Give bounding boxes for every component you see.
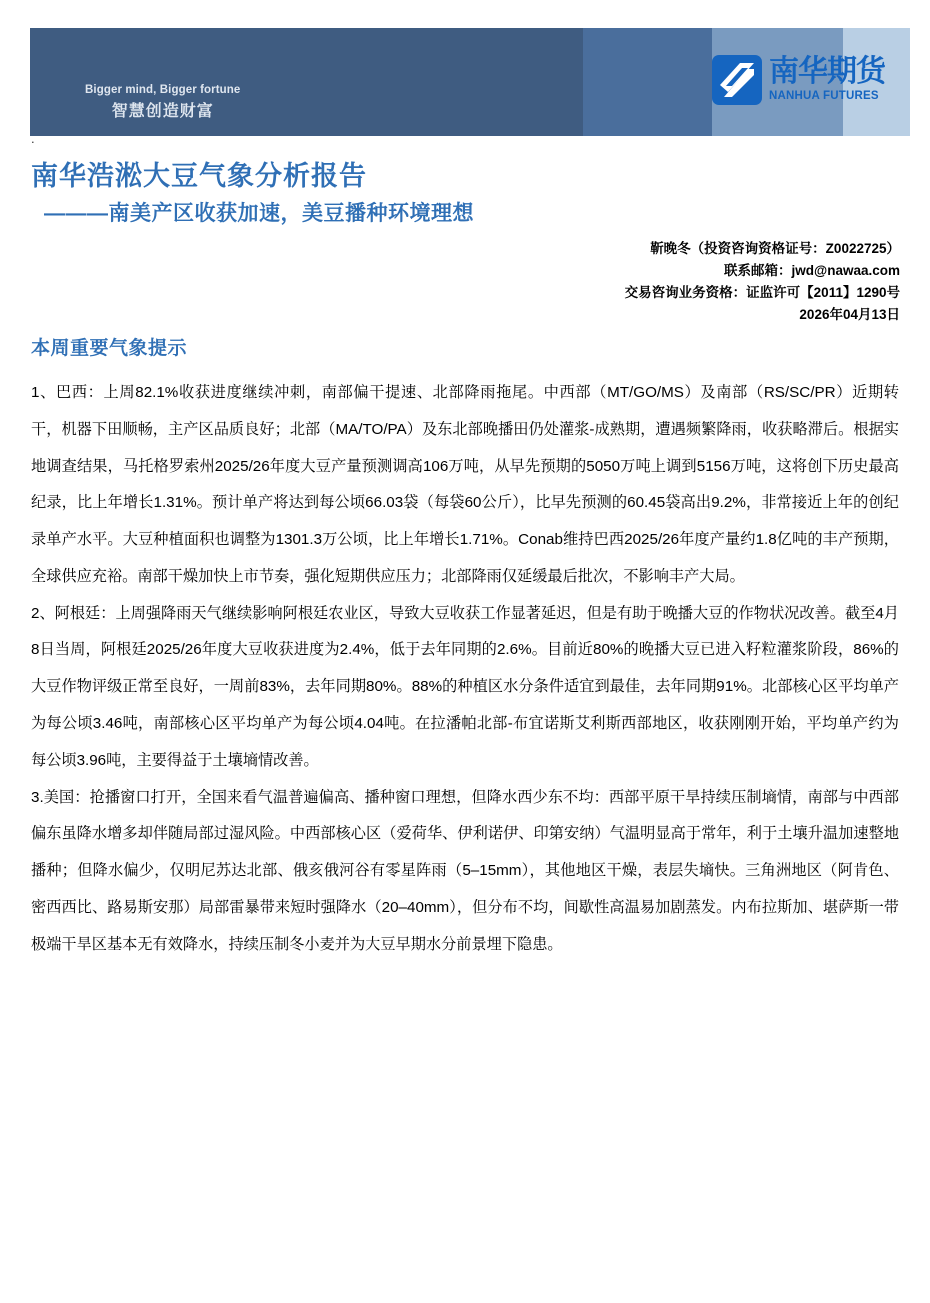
stray-period-mark: . (31, 131, 35, 146)
paragraph-united-states: 3.美国：抢播窗口打开，全国来看气温普遍偏高、播种窗口理想，但降水西少东不均：西部平原干旱持续压制墒情，南部与中西部偏东虽降水增多却伴随局部过湿风险。中西部核心区（爱荷华、伊利诺伊、印第安纳）气温明显高于常年，利于土壤升温加速整地播种；但降水偏少，仅明尼苏达北部、俄亥俄河谷有零星阵雨（5–15mm），其他地区干燥，表层失墒快。三角洲地区（阿肯色、密西西比、路易斯安那）局部雷暴带来短时强降水（20–40mm），但分布不均，间歇性高温易加剧蒸发。内布拉斯加、堪萨斯一带极端干旱区基本无有效降水，持续压制冬小麦并为大豆早期水分前景埋下隐患。 (31, 788, 899, 953)
page-title: 南华浩淞大豆气象分析报告 (31, 161, 367, 191)
report-metadata (625, 238, 900, 325)
section-heading-weather-tips: 本周重要气象提示 (31, 338, 188, 359)
paragraph-brazil: 1、巴西：上周82.1%收获进度继续冲刺，南部偏干提速、北部降雨拖尾。中西部（MT/GO/MS）及南部（RS/SC/PR）近期转干，机器下田顺畅，主产区品质良好；北部（MA/TO/PA）及东北部晚播田仍处灌浆-成熟期，遭遇频繁降雨，收获略滞后。根据实地调查结果，马托格罗索州2025/26年度大豆产量预测调高106万吨，从早先预期的5050万吨上调到5156万吨，这将创下历史最高纪录，比上年增长1.31%。预计单产将达到每公顷66.03袋（每袋60公斤），比早先预测的60.45袋高出9.2%，非常接近上年的创纪录单产水平。大豆种植面积也调整为1301.3万公顷，比上年增长1.71%。Conab维持巴西2025/26年度产量约1.8亿吨的丰产预期，全球供应充裕。南部干燥加快上市节奏，强化短期供应压力；北部降雨仅延缓最后批次，不影响丰产大局。 (31, 384, 899, 585)
logo-wordmark (769, 57, 885, 103)
tagline-chinese: 智慧创造财富 (111, 103, 214, 121)
nanhua-logo-icon (712, 55, 762, 105)
analyst-credential: 靳晚冬（投资咨询资格证号：Z0022725） (650, 241, 900, 256)
contact-email: 联系邮箱：jwd@nawaa.com (724, 262, 900, 278)
company-logo (712, 55, 885, 105)
tagline-english: Bigger mind, Bigger fortune (85, 84, 241, 96)
report-date: 2026年04月13日 (799, 306, 900, 322)
business-license: 交易咨询业务资格：证监许可【2011】1290号 (624, 284, 900, 300)
page-subtitle: ———南美产区收获加速，美豆播种环境理想 (44, 202, 474, 225)
banner-band-medium (583, 28, 712, 136)
paragraph-argentina: 2、阿根廷：上周强降雨天气继续影响阿根廷农业区，导致大豆收获工作显著延迟，但是有助于晚播大豆的作物状况改善。截至4月8日当周，阿根廷2025/26年度大豆收获进度为2.4%，低于去年同期的2.6%。目前近80%的晚播大豆已进入籽粒灌浆阶段，86%的大豆作物评级正常至良好，一周前83%，去年同期80%。88%的种植区水分条件适宜到最佳，去年同期91%。北部核心区平均单产为每公顷3.46吨，南部核心区平均单产为每公顷4.04吨。在拉潘帕北部-布宜诺斯艾利斯西部地区，收获刚刚开始，平均单产约为每公顷3.96吨，主要得益于土壤墒情改善。 (31, 604, 899, 769)
logo-name-chinese: 南华期货 (769, 55, 885, 89)
banner-tagline (85, 82, 240, 124)
report-body (31, 375, 899, 964)
logo-name-english: NANHUA FUTURES (769, 90, 879, 103)
